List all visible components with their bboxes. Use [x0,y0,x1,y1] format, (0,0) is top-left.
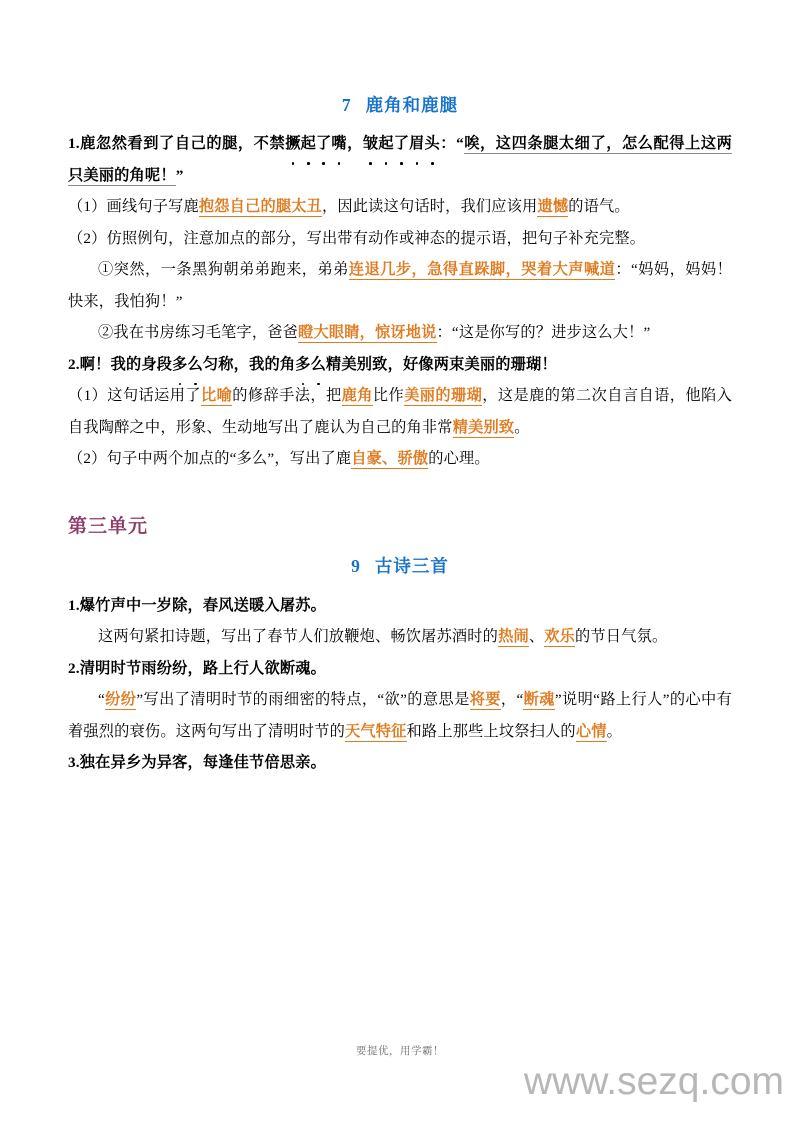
q1-underlined-sentence: 唉，这四条腿太细了，怎么配得上这两只美丽的角呢！ [68,135,733,184]
q1-marker: 1. [68,135,80,153]
l9-a2-seg-a: “ [98,691,105,708]
q1-sub1-seg-b: ，因此读这句话时，我们应该用 [322,198,538,216]
l9-a1-answer-2: 欢乐 [544,628,576,645]
l9-a2-seg-f: 。 [606,722,622,740]
lesson-9-question-3 [68,747,732,779]
q2-dotted-b: 多么 [295,356,326,373]
q1-sub2-text: 仿照例句，注意加点的部分，写出带有动作或神态的提示语，把句子补充完整。 [106,229,646,247]
lesson-7-title [68,92,732,118]
example-1-marker: ① [98,261,114,279]
lesson-9-title-text: 古诗三首 [374,556,449,577]
l9-q1-text: 爆竹声中一岁除，春风送暖入屠苏。 [79,596,326,614]
example-1-seg-b: ：“妈妈，妈妈！快来，我怕狗！” [68,261,733,310]
q2-dotted-a: 多么 [172,356,203,373]
q2-sub1-answer-3: 美丽的珊瑚 [404,387,483,405]
l9-a2-seg-d: ”说明“路上行人”的心中有着强烈的衰伤。这两句写出了清明时节的 [68,691,733,740]
q2-seg-c: 精美别致，好像两束美丽的珊瑚！ [326,355,557,373]
lesson-9-question-1 [68,590,732,622]
l9-q3-text: 独在异乡为异客，每逢佳节倍思亲。 [79,754,326,771]
l9-a2-seg-c: ，“ [500,691,524,708]
l9-a2-seg-b: ”写出了清明时节的雨细密的特点，“欲”的意思是 [136,691,470,708]
l9-a1-answer-1: 热闹 [498,628,529,645]
q1-seg-c: ：“ [439,135,464,153]
lesson-7-example-1 [68,254,732,317]
example-2-marker: ② [98,324,114,342]
example-2-seg-b: ：“这是你写的？进步这么大！” [436,324,651,342]
lesson-7-q2-sub1 [68,380,732,443]
lesson-7-q1-sub2 [68,223,732,255]
q2-sub1-marker: （1） [68,387,108,405]
lesson-7-number: 7 [341,95,352,115]
lesson-7-question-1 [68,128,732,191]
q2-sub1-seg-a: 这句话运用了 [107,387,202,405]
lesson-7-title-text: 鹿角和鹿腿 [365,95,459,115]
q1-sub2-marker: （2） [68,229,107,247]
example-1-answer: 连退几步，急得直跺脚，哭着大声喊道 [348,261,616,279]
l9-a2-answer-1: 纷纷 [104,691,137,708]
l9-a2-answer-3: 断魂 [523,691,555,708]
q2-sub1-seg-b: 的修辞手法，把 [232,387,342,405]
q1-seg-d: ” [175,166,184,184]
q2-sub1-seg-d: ，这是鹿的第二次自言自语，他陷入自我陶醉之中，形象、生动地写出了鹿认为自己的角非常 [68,387,733,436]
l9-a2-seg-e: 和路上那些上坟祭扫人的 [406,722,576,740]
q2-sub1-seg-c: 比作 [372,387,405,405]
q1-dotted-b: 皱起了眉头 [363,135,440,152]
l9-a2-answer-5: 心情 [575,722,607,740]
lesson-9-question-2 [68,653,732,685]
unit-3-heading: 第三单元 [68,515,149,537]
q2-sub2-marker: （2） [68,450,107,468]
footer-note: 要提优，用学霸！ [356,1046,444,1057]
q2-sub1-seg-e: 。 [514,418,530,436]
example-1-seg-a: 突然，一条黑狗朝弟弟跑来，弟弟 [113,261,349,279]
q2-seg-a: 啊！我的身段 [79,355,173,373]
l9-q1-marker: 1. [68,596,80,614]
q1-sub1-seg-c: 的语气。 [568,198,630,216]
q2-sub1-answer-4: 精美别致 [452,418,515,436]
q1-sub1-marker: （1） [68,198,107,216]
q2-sub1-answer-1: 比喻 [201,387,233,405]
q2-seg-b: 匀称，我的角 [202,355,296,373]
q2-sub1-answer-2: 鹿角 [341,387,373,405]
unit-heading-spacer [68,541,732,553]
q1-sub1-seg-a: 画线句子写鹿 [106,198,199,216]
l9-q2-text: 清明时节雨纷纷，路上行人欲断魂。 [79,659,326,677]
watermark: www.sezq.com [523,1060,784,1103]
lesson-7-example-2 [68,317,732,349]
lesson-7-question-2 [68,349,732,381]
l9-q2-marker: 2. [68,659,80,677]
q1-seg-b: ， [346,135,363,153]
q2-sub2-answer: 自豪、骄傲 [351,450,429,468]
lesson-9-answer-2 [68,684,732,747]
section-spacer [68,475,732,513]
l9-a1-seg-c: 的节日气氛。 [575,628,668,645]
l9-a2-answer-4: 天气特征 [344,722,407,740]
lesson-7-q2-sub2 [68,443,732,475]
q1-sub1-answer-2: 遗憾 [537,198,569,216]
l9-a2-answer-2: 将要 [469,691,501,708]
l9-a1-seg-b: 、 [528,628,545,645]
q1-seg-a: 鹿忽然看到了自己的腿，不禁 [79,135,286,153]
page-content [68,92,732,779]
example-2-seg-a: 我在书房练习毛笔字，爸爸 [113,324,299,342]
lesson-7-q1-sub1 [68,191,732,223]
l9-q3-marker: 3. [68,754,80,771]
lesson-9-answer-1 [68,621,732,653]
q1-sub1-answer-1: 抱怨自己的腿太丑 [198,198,323,216]
example-2-answer: 瞪大眼睛，惊讶地说 [298,324,437,342]
q2-sub2-seg-a: 句子中两个加点的“多么”，写出了鹿 [106,450,352,468]
q2-marker: 2. [68,355,80,373]
lesson-9-number: 9 [351,556,361,577]
lesson-9-title [68,553,732,579]
q2-sub2-seg-b: 的心理。 [428,450,490,468]
l9-a1-seg-a: 这两句紧扣诗题，写出了春节人们放鞭炮、畅饮屠苏酒时的 [98,628,499,645]
q1-dotted-a: 撅起了嘴 [285,135,347,152]
